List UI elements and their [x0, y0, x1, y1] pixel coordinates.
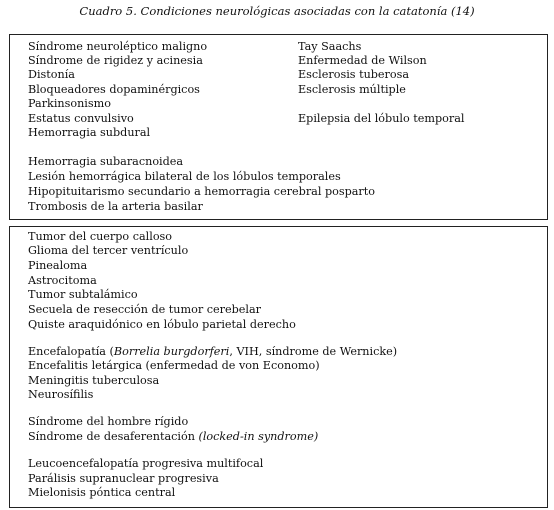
- list-item: Esclerosis múltiple: [298, 83, 406, 96]
- list-item: Tay Saachs: [298, 40, 362, 53]
- table-caption: Cuadro 5. Condiciones neurológicas asociadas con la catatonía (14): [79, 4, 475, 18]
- list-item: Glioma del tercer ventrículo: [28, 244, 189, 257]
- list-item: Síndrome del hombre rígido: [28, 415, 189, 428]
- table-box-2: [9, 226, 548, 508]
- list-item: Hipopituitarismo secundario a hemorragia cerebral posparto: [28, 185, 376, 198]
- list-item: Quiste araquidónico en lóbulo parietal derecho: [28, 318, 296, 331]
- list-item: Parkinsonismo: [28, 97, 111, 110]
- list-item: [28, 430, 318, 444]
- list-item: Leucoencefalopatía progresiva multifocal: [28, 457, 264, 470]
- italic-text: (locked-in syndrome): [198, 430, 319, 443]
- list-item: Astrocitoma: [28, 274, 97, 287]
- list-item: Secuela de resección de tumor cerebelar: [28, 303, 261, 316]
- list-item: Distonía: [28, 68, 75, 81]
- list-item: Meningitis tuberculosa: [28, 374, 160, 387]
- list-item: Tumor del cuerpo calloso: [28, 230, 173, 243]
- list-item: Esclerosis tuberosa: [298, 68, 410, 81]
- list-item: Síndrome de rigidez y acinesia: [28, 54, 203, 67]
- list-item: Lesión hemorrágica bilateral de los lóbulos temporales: [28, 170, 341, 183]
- list-item: Trombosis de la arteria basilar: [28, 200, 203, 213]
- list-item: Epilepsia del lóbulo temporal: [298, 112, 465, 125]
- list-item: [28, 345, 397, 359]
- list-item: Estatus convulsivo: [28, 112, 134, 125]
- list-item: Pinealoma: [28, 259, 88, 272]
- list-item: Hemorragia subaracnoidea: [28, 155, 184, 168]
- list-item: Encefalitis letárgica (enfermedad de von Economo): [28, 359, 320, 372]
- text-run: Síndrome de desaferentación: [28, 430, 199, 443]
- list-item: Síndrome neuroléptico maligno: [28, 40, 208, 53]
- list-item: Hemorragia subdural: [28, 126, 151, 139]
- text-run: , VIH, síndrome de Wernicke): [229, 345, 398, 358]
- list-item: Neurosífilis: [28, 388, 94, 401]
- table-box-1: [9, 34, 548, 220]
- list-item: Enfermedad de Wilson: [298, 54, 427, 67]
- italic-text: Borrelia burgdorferi: [113, 345, 230, 358]
- list-item: Parálisis supranuclear progresiva: [28, 472, 219, 485]
- list-item: Bloqueadores dopaminérgicos: [28, 83, 200, 96]
- list-item: Tumor subtalámico: [28, 288, 138, 301]
- list-item: Mielonisis póntica central: [28, 486, 176, 499]
- text-run: Encefalopatía (: [28, 345, 114, 358]
